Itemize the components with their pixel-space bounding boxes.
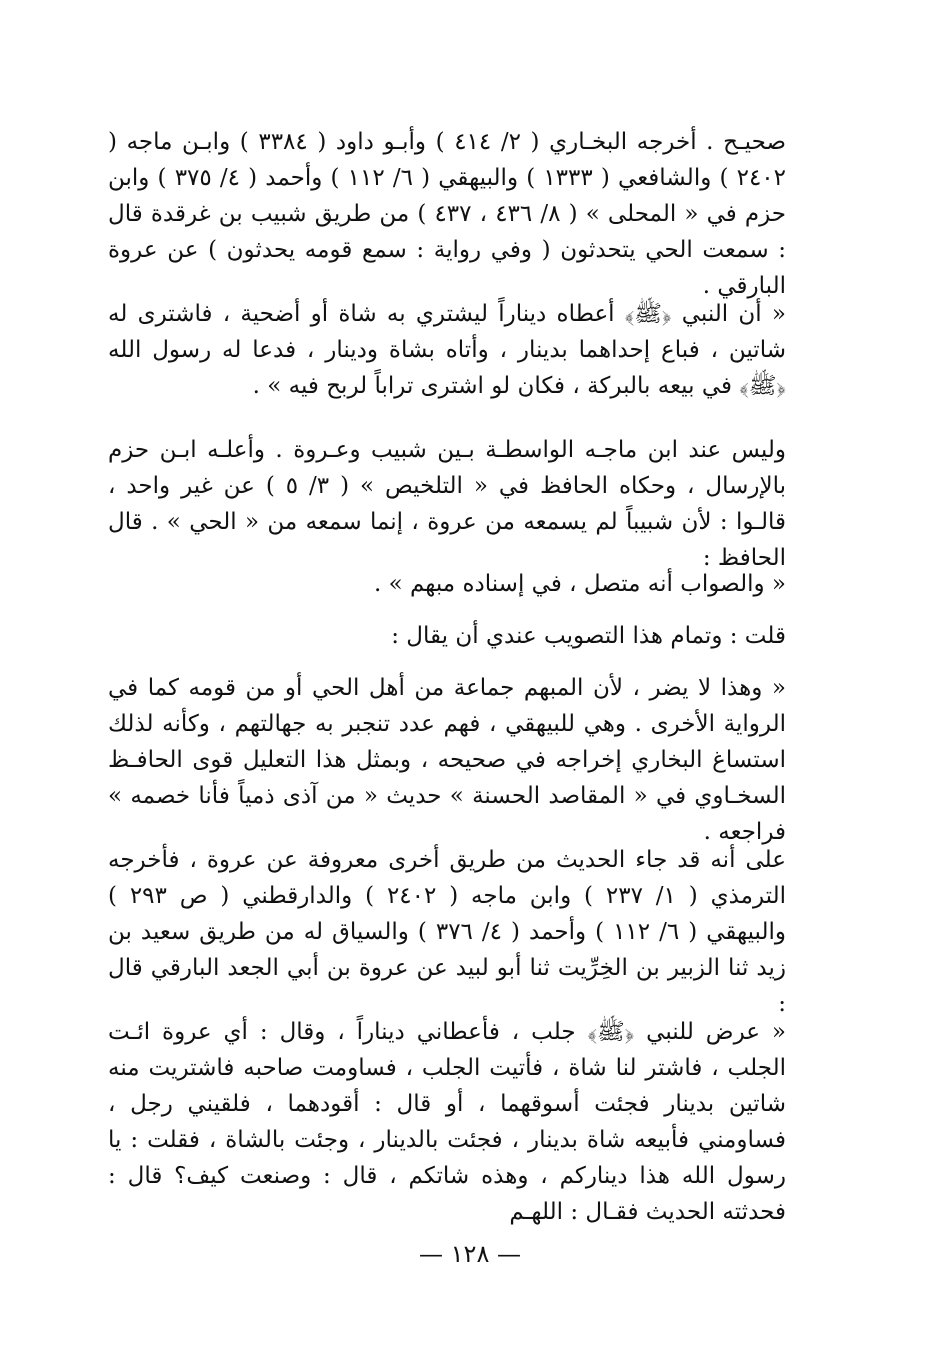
paragraph-hafiz-quote: « والصواب أنه متصل ، في إسناده مبهم » . (373, 571, 786, 597)
paragraph-other-route: على أنه قد جاء الحديث من طريق أخرى معروفة عن عروة ، فأخرجه الترمذي ( ١/ ٢٣٧ ) وابن ماجه ( ٢٤٠٢ ) والدارقطني ( ص ٢٩٣ ) والبيهقي ( ٦/ ١١٢ ) وأحمد ( ٤/ ٣٧٦ ) والسياق له من طريق سعيد بن زيد ثنا الزبير بن الخِرِّيت ثنا أبو لبيد عن عروة بن أبي الجعد البارقي قال : (108, 847, 787, 1017)
page-number: — ١٢٨ — (419, 1240, 521, 1268)
paragraph-explanation: « وهذا لا يضر ، لأن المبهم جماعة من أهل الحي أو من قومه كما في الرواية الأخرى . وهي للبيهقي ، فهم عدد تنجبر به جهالتهم ، وكأنه لذلك استساغ البخاري إخراجه في صحيحه ، وبمثل هذا التعليل قوى الحافـظ السخـاوي في « المقاصد الحسنة » حديث « من آذى ذمياً فأنا خصمه » فراجعه . (108, 675, 786, 845)
paragraph-second-hadith: « عرض للنبي ﴿ﷺ﴾ جلب ، فأعطاني ديناراً ، وقال : أي عروة ائـت الجلب ، فاشتر لنا شاة ، فأتيت الجلب ، فساومت صاحبه فاشتريت منه شاتين بدينار فجئت أسوقهما ، أو قال : أقودهما ، فلقيني رجل ، فساومني فأبيعه شاة بدينار ، فجئت بالدينار ، وجئت بالشاة ، فقلت : يا رسول الله هذا ديناركم ، وهذه شاتكم ، قال : وصنعت كيف؟ قال : فحدثته الحديث فقـال : اللهـم (108, 1019, 786, 1225)
paragraph-author-note: قلت : وتمام هذا التصويب عندي أن يقال : (391, 623, 786, 649)
paragraph-chain-discussion: وليس عند ابن ماجـه الواسطـة بـين شبيب وعـروة . وأعلـه ابـن حزم بالإرسال ، وحكاه الحافظ في « التلخيص » ( ٣/ ٥ ) عن غير واحد ، قالـوا : لأن شبيباً لم يسمعه من عروة ، إنما سمعه من « الحي » . قال الحافظ : (108, 437, 786, 571)
paragraph-hadith-grading: صحيـح . أخرجه البخـاري ( ٢/ ٤١٤ ) وأبـو داود ( ٣٣٨٤ ) وابـن ماجه ( ٢٤٠٢ ) والشافعي ( ١٣٣٣ ) والبيهقي ( ٦/ ١١٢ ) وأحمد ( ٤/ ٣٧٥ ) وابن حزم في « المحلى » ( ٨/ ٤٣٦ ، ٤٣٧ ) من طريق شبيب بن غرقدة قال : سمعت الحي يتحدثون ( وفي رواية : سمع قومه يحدثون ) عن عروة البارقي . (108, 129, 787, 299)
paragraph-hadith-text: « أن النبي ﴿ﷺ﴾ أعطاه ديناراً ليشتري به شاة أو أضحية ، فاشترى له شاتين ، فباع إحداهما بدينار ، وأتاه بشاة ودينار ، فدعا له رسول الله ﴿ﷺ﴾ في بيعه بالبركة ، فكان لو اشترى تراباً لربح فيه » . (108, 301, 786, 399)
